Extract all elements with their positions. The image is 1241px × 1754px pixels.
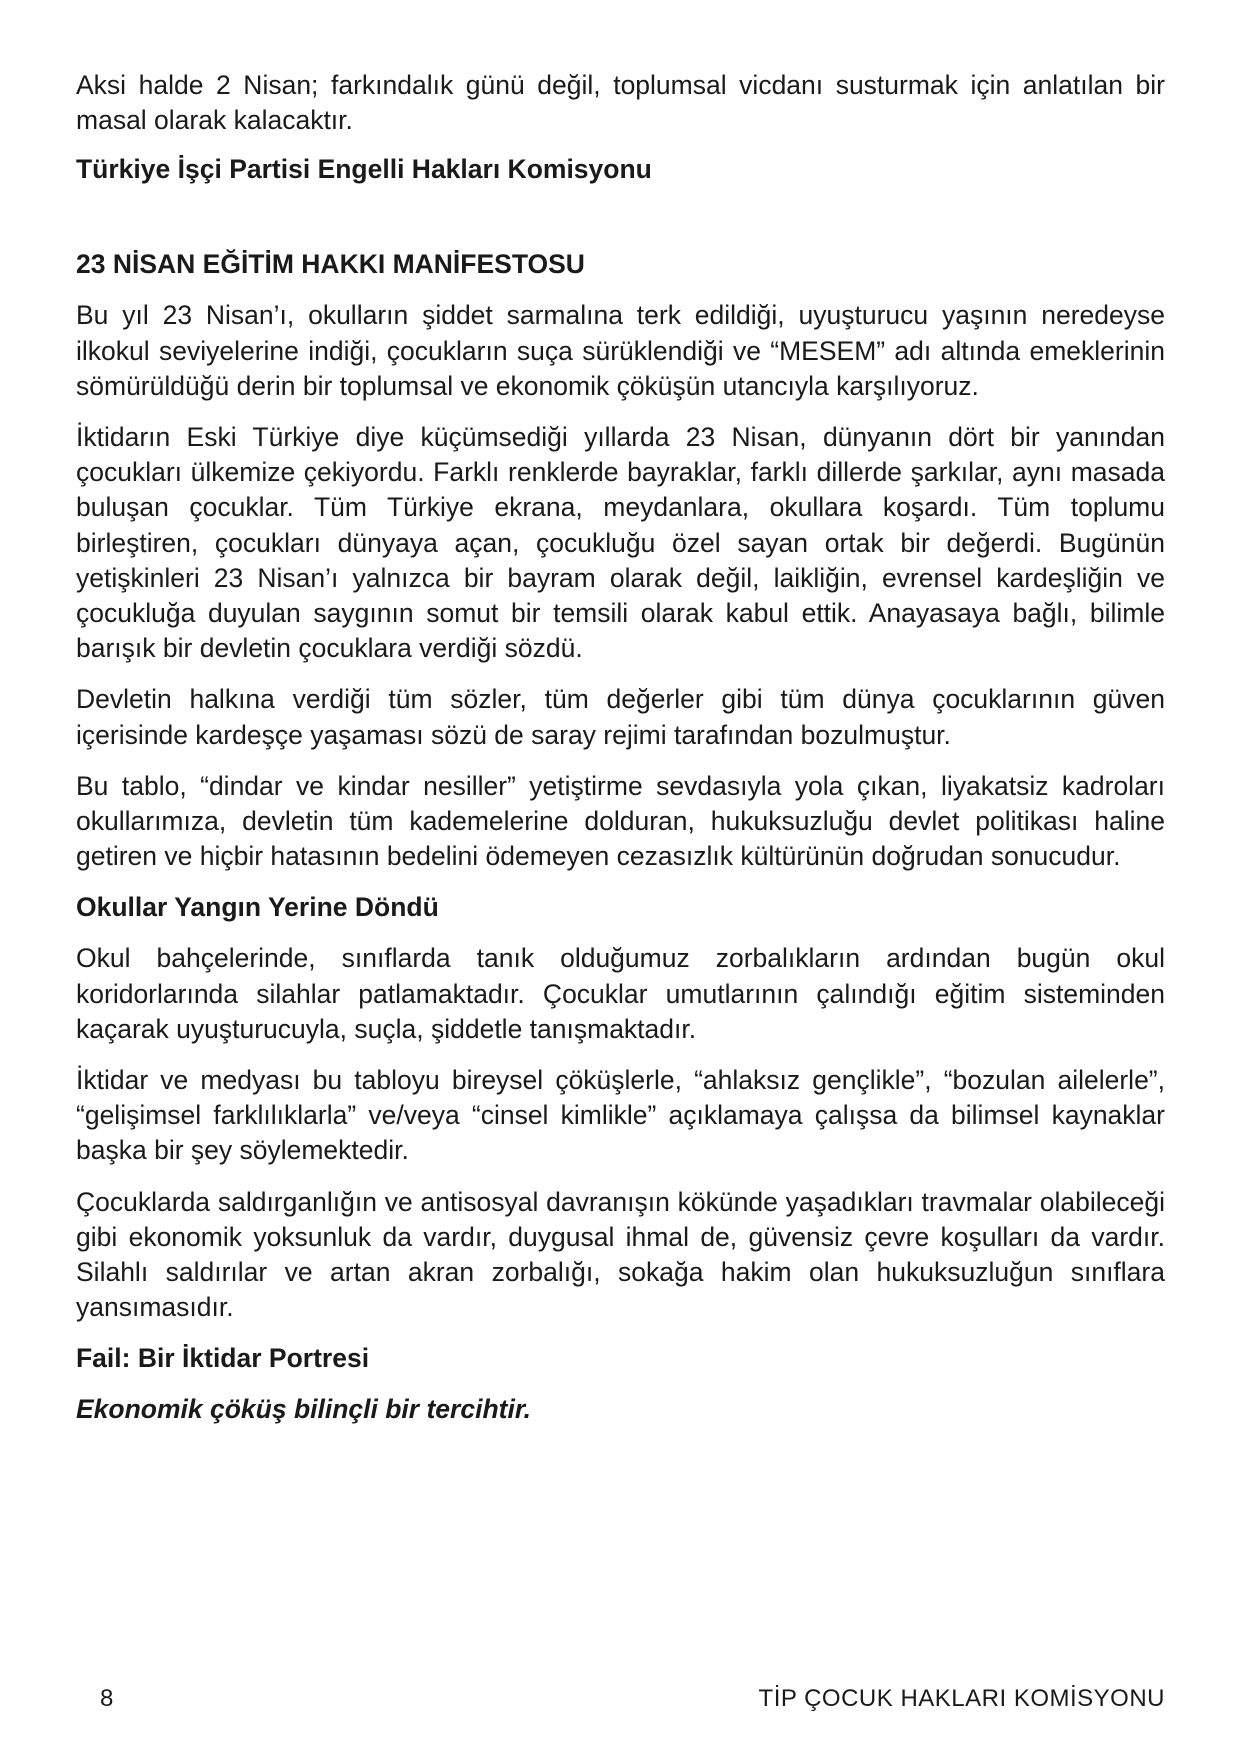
subheading-schools: Okullar Yangın Yerine Döndü [76, 892, 439, 923]
paragraph-2: İktidarın Eski Türkiye diye küçümsediği yıllarda 23 Nisan, dünyanın dört bir yanından çocukları ülkemize çekiyordu. Farklı renklerde bayraklar, farklı dillerde şarkılar, aynı masada buluşan çocuklar. Tüm Türkiye ekrana, meydanlara, okullara koşardı. Tüm toplumu birleştiren, çocukları dünyaya açan, çocukluğu özel sayan ortak bir değerdi. Bugünün yetişkinleri 23 Nisan’ı yalnızca bir bayram olarak değil, laikliğin, evrensel kardeşliğin ve çocukluğa duyulan saygının somut bir temsili olarak kabul ettik. Anayasaya bağlı, bilimle barışık bir devletin çocuklara verdiği sözdü. [76, 422, 1165, 664]
page-content [76, 68, 1165, 1427]
subheading-portrait: Fail: Bir İktidar Portresi [76, 1343, 370, 1374]
signature-line: Türkiye İşçi Partisi Engelli Hakları Komisyonu [76, 154, 652, 185]
paragraph-7: Çocuklarda saldırganlığın ve antisosyal davranışın kökünde yaşadıkları travmalar olabileceği gibi ekonomik yoksunluk da vardır, duygusal ihmal de, güvensiz çevre koşulları da vardır. Silahlı saldırılar ve artan akran zorbalığı, sokağa hakim olan hukuksuzluğun sınıflara yansımasıdır. [76, 1186, 1165, 1323]
paragraph-5: Okul bahçelerinde, sınıflarda tanık olduğumuz zorbalıkların ardından bugün okul koridorlarında silahlar patlamaktadır. Çocuklar umutlarının çalındığı eğitim sisteminden kaçarak uyuşturucuyla, suçla, şiddetle tanışmaktadır. [76, 943, 1165, 1044]
paragraph-1: Bu yıl 23 Nisan’ı, okulların şiddet sarmalına terk edildiği, uyuşturucu yaşının neredeyse ilkokul seviyelerine indiği, çocukların suça sürüklendiği ve “MESEM” adı altında emeklerinin sömürüldüğü derin bir toplumsal ve ekonomik çöküşün utancıyla karşılıyoruz. [76, 300, 1165, 401]
paragraph-6: İktidar ve medyası bu tabloyu bireysel çöküşlerle, “ahlaksız gençlikle”, “bozulan ailelerle”, “gelişimsel farklılıklarla” ve/veya “cinsel kimlikle” açıklamaya çalışsa da bilimsel kaynaklar başka bir şey söylemektedir. [76, 1065, 1165, 1166]
paragraph-intro: Aksi halde 2 Nisan; farkındalık günü değil, toplumsal vicdanı susturmak için anlatılan bir masal olarak kalacaktır. [76, 70, 1165, 136]
paragraph-4: Bu tablo, “dindar ve kindar nesiller” yetiştirme sevdasıyla yola çıkan, liyakatsiz kadroları okullarımıza, devletin tüm kademelerine dolduran, hukuksuzluğu devlet politikası haline getiren ve hiçbir hatasının bedelini ödemeyen cezasızlık kültürünün doğrudan sonucudur. [76, 770, 1165, 872]
manifesto-title: 23 NİSAN EĞİTİM HAKKI MANİFESTOSU [76, 249, 585, 280]
paragraph-3: Devletin halkına verdiği tüm sözler, tüm değerler gibi tüm dünya çocuklarının güven içerisinde kardeşçe yaşaması sözü de saray rejimi tarafından bozulmuştur. [76, 684, 1165, 750]
page-number: 8 [100, 1685, 114, 1712]
footer-title: TİP ÇOCUK HAKLARI KOMİSYONU [758, 1685, 1165, 1712]
italic-statement: Ekonomik çöküş bilinçli bir tercihtir. [76, 1394, 532, 1425]
